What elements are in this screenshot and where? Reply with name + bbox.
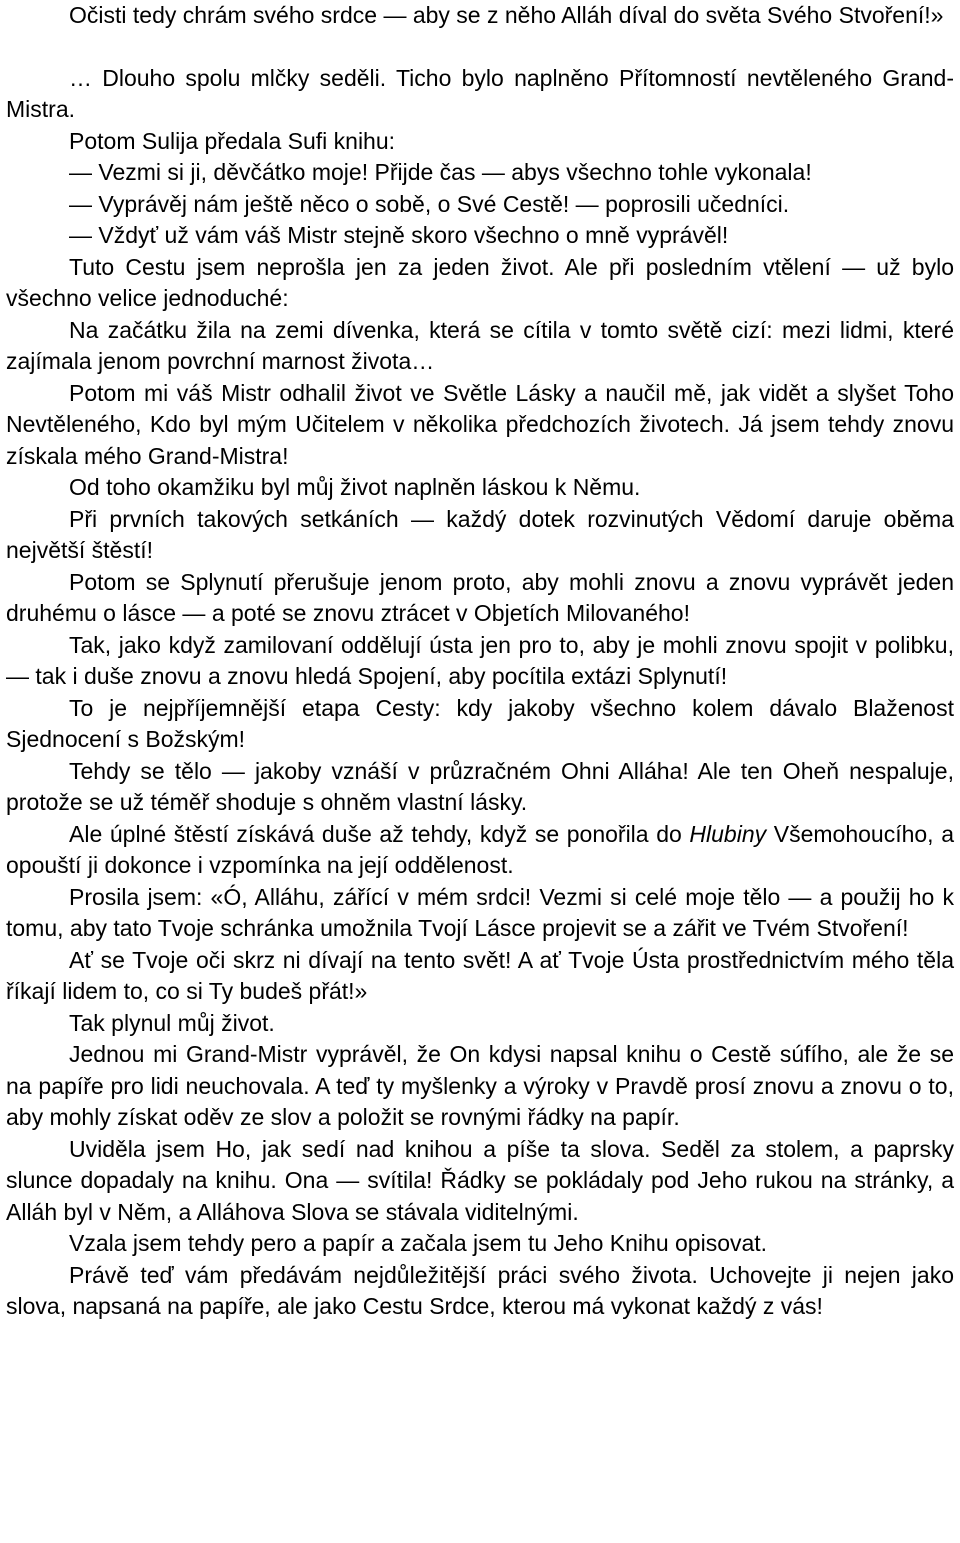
paragraph: — Vezmi si ji, děvčátko moje! Přijde čas — abys všechno tohle vykonala! bbox=[69, 159, 812, 185]
paragraph: Prosila jsem: «Ó, Alláhu, zářící v mém srdci! Vezmi si celé moje tělo — a použij ho k tomu, aby tato Tvoje schránka umožnila Tvojí Lásce projevit se a zářit ve Tvém Stvoření! bbox=[6, 883, 954, 941]
paragraph: Právě teď vám předávám nejdůležitější práci svého života. Uchovejte ji nejen jako slova, napsaná na papíře, ale jako Cestu Srdce, kterou má vykonat každý z vás! bbox=[6, 1261, 954, 1319]
paragraph: Na začátku žila na zemi dívenka, která se cítila v tomto světě cizí: mezi lidmi, které zajímala jenom povrchní marnost života… bbox=[6, 316, 954, 374]
paragraph: Potom Sulija předala Sufi knihu: bbox=[69, 127, 396, 154]
paragraph: Vzala jsem tehdy pero a papír a začala jsem tu Jeho Knihu opisovat. bbox=[69, 1230, 768, 1256]
paragraph: … Dlouho spolu mlčky seděli. Ticho bylo naplněno Přítomností nevtěleného Grand-Mistra. bbox=[6, 64, 954, 122]
paragraph: Uviděla jsem Ho, jak sedí nad knihou a píše ta slova. Seděl za stolem, a paprsky slunce dopadaly na knihu. Ona — svítila! Řádky se pokládaly pod Jeho rukou na stránky, a Alláh byl v Něm, a Alláhova Slova se stávala viditelnými. bbox=[6, 1135, 954, 1225]
paragraph: Při prvních takových setkáních — každý dotek rozvinutých Vědomí daruje oběma největší štěstí! bbox=[6, 505, 954, 563]
paragraph bbox=[6, 819, 954, 882]
paragraph: To je nejpříjemnější etapa Cesty: kdy jakoby všechno kolem dávalo Blaženost Sjednocení s Božským! bbox=[6, 694, 954, 752]
paragraph-text: Všemohoucího, a opouští ji dokonce i vzpomínka na její oddělenost. bbox=[6, 820, 954, 878]
paragraph-text: Ale úplné štěstí získává duše až tehdy, když se ponořila do bbox=[69, 820, 690, 847]
paragraph: Tak plynul můj život. bbox=[69, 1009, 275, 1036]
paragraph: Tak, jako když zamilovaní oddělují ústa jen pro to, aby je mohli znovu spojit v polibku, — tak i duše znovu a znovu hledá Spojení, aby pocítila extázi Splynutí! bbox=[6, 631, 954, 689]
paragraph: — Vždyť už vám váš Mistr stejně skoro všechno o mně vyprávěl! bbox=[69, 222, 729, 248]
paragraph: Potom se Splynutí přerušuje jenom proto, aby mohli znovu a znovu vyprávět jeden druhému o lásce — a poté se znovu ztrácet v Objetích Milovaného! bbox=[6, 568, 954, 626]
paragraph: Tuto Cestu jsem neprošla jen za jeden život. Ale při posledním vtělení — už bylo všechno velice jednoduché: bbox=[6, 253, 954, 311]
paragraph: Ať se Tvoje oči skrz ni dívají na tento svět! A ať Tvoje Ústa prostřednictvím mého těla říkají lidem to, co si Ty budeš přát!» bbox=[6, 946, 954, 1004]
paragraph: Očisti tedy chrám svého srdce — aby se z něho Alláh díval do světa Svého Stvoření!» bbox=[69, 2, 944, 28]
paragraph: — Vyprávěj nám ještě něco o sobě, o Své Cestě! — poprosili učedníci. bbox=[69, 190, 790, 217]
paragraph: Jednou mi Grand-Mistr vyprávěl, že On kdysi napsal knihu o Cestě súfího, ale že se na papíře pro lidi neuchovala. A teď ty myšlenky a výroky v Pravdě prosí znovu a znovu o to, aby mohly získat oděv ze slov a položit se rovnými řádky na papír. bbox=[6, 1041, 954, 1130]
paragraph: Potom mi váš Mistr odhalil život ve Světle Lásky a naučil mě, jak vidět a slyšet Toho Nevtěleného, Kdo byl mým Učitelem v několika předchozích životech. Já jsem tehdy znovu získala mého Grand-Mistra! bbox=[6, 379, 954, 469]
emphasis-text: Hlubiny bbox=[689, 820, 767, 847]
paragraph: Od toho okamžiku byl můj život naplněn láskou k Němu. bbox=[69, 474, 641, 500]
paragraph: Tehdy se tělo — jakoby vznáší v průzračném Ohni Alláha! Ale ten Oheň nespaluje, protože se už téměř shoduje s ohněm vlastní lásky. bbox=[6, 757, 954, 815]
